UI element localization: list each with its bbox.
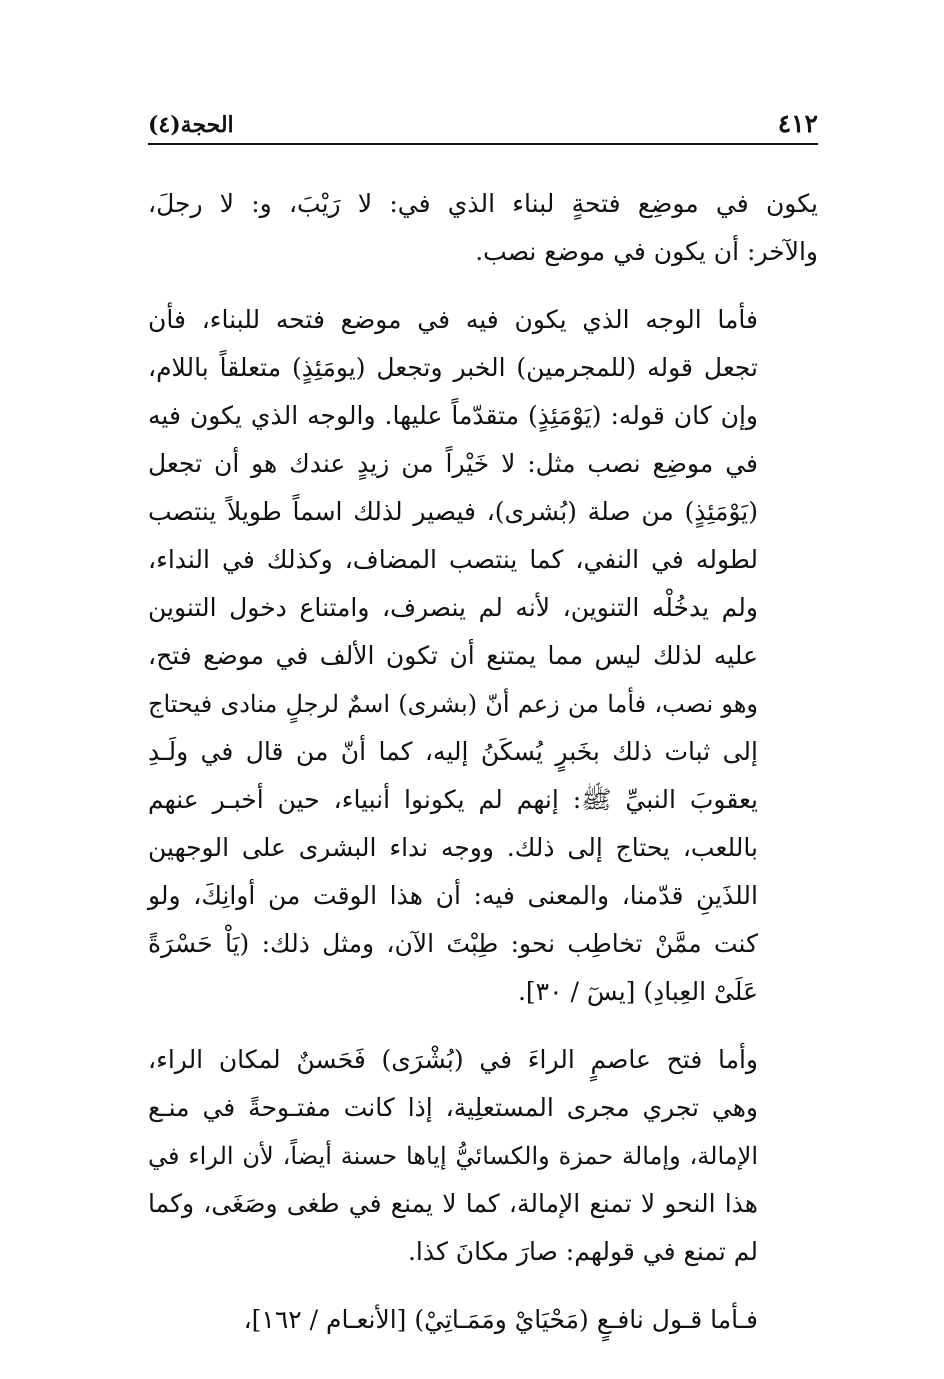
text-line: يعقوبَ النبيِّ ﷺ: إنهم لم يكونوا أنبياء، حين أخبـر عنهم	[148, 785, 758, 814]
text-line: تجعل قوله (للمجرمين) الخبر وتجعل (يومَئِذٍ) متعلقاً باللام،	[148, 353, 758, 382]
text-line: كنت ممَّنْ تخاطِب نحو: طِبْتَ الآن، ومثل ذلك: (يَاْ حَسْرَةً	[148, 929, 758, 958]
text-line: في موضِع نصب مثل: لا خَيْراً من زيدٍ عندك هو أن تجعل	[148, 449, 758, 478]
paragraph	[148, 296, 818, 1016]
text-line: وهو نصب، فأما من زعم أنّ (بشرى) اسمٌ لرجلٍ منادى فيحتاج	[148, 690, 758, 718]
text-line: اللذَينِ قدّمنا، والمعنى فيه: أن هذا الوقت من أوانِكَ، ولو	[148, 881, 758, 910]
text-line: يكون في موضِع فتحةٍ لبناء الذي في: لا رَيْبَ، و: لا رجلَ،	[148, 189, 818, 218]
body-text	[148, 180, 818, 1364]
text-line: ولم يدخُلْه التنوين، لأنه لم ينصرف، وامتناع دخول التنوين	[148, 593, 758, 622]
text-line: وإن كان قوله: (يَوْمَئِذٍ) متقدّماً عليها. والوجه الذي يكون فيه	[148, 401, 758, 430]
text-line: باللعب، يحتاج إلى ذلك. ووجه نداء البشرى على الوجهين	[148, 833, 758, 862]
text-line: لم تمنع في قولهم: صارَ مكانَ كذا.	[407, 1237, 758, 1266]
paragraph	[148, 1296, 818, 1344]
text-line: فأما الوجه الذي يكون فيه في موضع فتحه للبناء، فأن	[148, 305, 758, 334]
text-line: لطوله في النفي، كما ينتصب المضاف، وكذلك في النداء،	[148, 545, 758, 574]
text-line: هذا النحو لا تمنع الإمالة، كما لا يمنع في طغى وصَغَى، وكما	[148, 1189, 758, 1218]
text-line: وأما فتح عاصمٍ الراءَ في (بُشْرَى) فَحَسنٌ لمكان الراء،	[148, 1045, 758, 1074]
text-line: إلى ثبات ذلك بخَبرٍ يُسكَنُ إليه، كما أنّ من قال في ولَـدِ	[148, 737, 758, 766]
text-line: فـأما قـول نافـعٍ (مَحْيَايْ ومَمَـاتِيْ) [الأنعـام / ١٦٢]،	[243, 1305, 758, 1334]
text-line: والآخر: أن يكون في موضع نصب.	[475, 237, 818, 266]
page-header	[148, 98, 818, 138]
text-line: (يَوْمَئِذٍ) من صلة (بُشرى)، فيصير لذلك اسماً طويلاً ينتصب	[148, 497, 758, 526]
text-line: عَلَىْ العِبادِ) [يسٓ / ٣٠].	[517, 977, 758, 1006]
text-line: وهي تجري مجرى المستعلِية، إذا كانت مفتـوحةً في منـع	[148, 1093, 758, 1122]
text-line: عليه لذلك ليس مما يمتنع أن تكون الألف في موضع فتح،	[148, 641, 758, 670]
text-line: الإمالة، وإمالة حمزة والكسائيُّ إياها حسنة أيضاً، لأن الراء في	[148, 1142, 758, 1170]
page-number: ٤١٢	[777, 109, 818, 138]
paragraph	[148, 1036, 818, 1276]
header-rule	[148, 143, 818, 145]
paragraph	[148, 180, 818, 276]
running-title: الحجة(٤)	[148, 112, 234, 138]
